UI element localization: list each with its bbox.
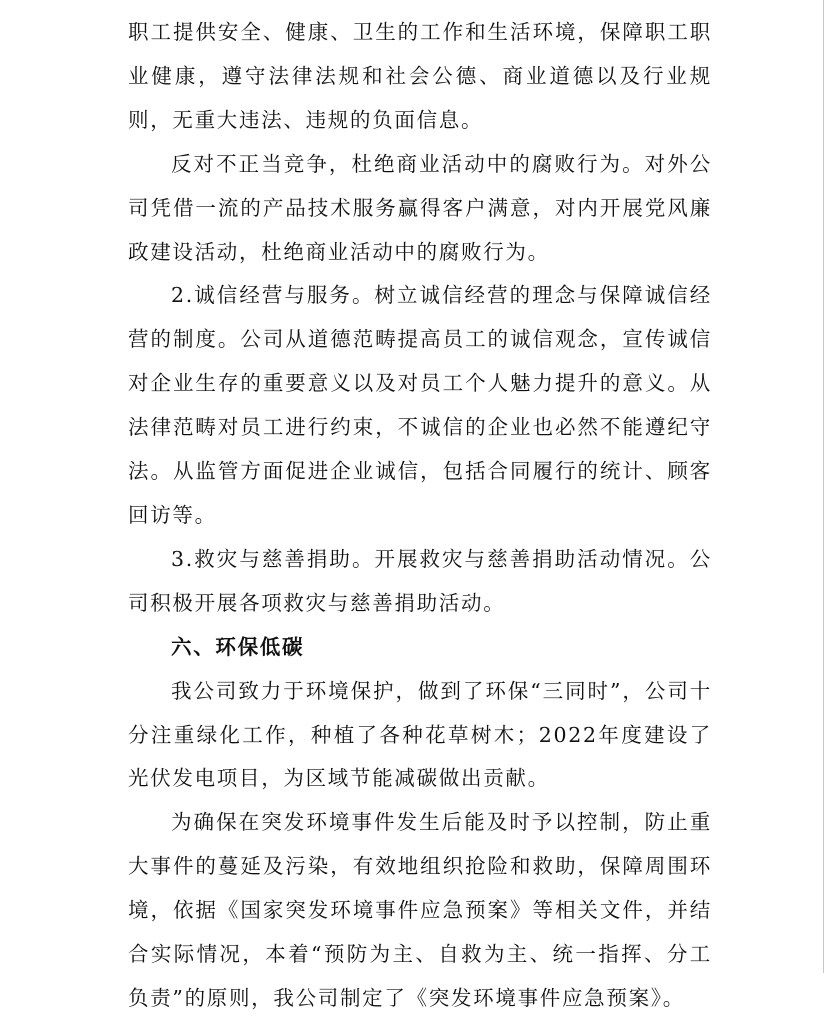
paragraph-environment: 我公司致力于环境保护，做到了环保“三同时”，公司十分注重绿化工作，种植了各种花草树木；2022年度建设了光伏发电项目，为区域节能减碳做出贡献。 xyxy=(128,678,712,791)
section-heading: 六、环保低碳 xyxy=(171,634,305,659)
paragraph-continuation: 职工提供安全、健康、卫生的工作和生活环境，保障职工职业健康，遵守法律法规和社会公德、商业道德以及行业规则，无重大违法、违规的负面信息。 xyxy=(128,20,712,132)
paragraph-charity: 3.救灾与慈善捐助。开展救灾与慈善捐助活动情况。公司积极开展各项救灾与慈善捐助活动。 xyxy=(128,546,712,615)
page-border xyxy=(823,0,824,973)
paragraph-anti-corruption: 反对不正当竞争，杜绝商业活动中的腐败行为。对外公司凭借一流的产品技术服务赢得客户满意，对内开展党风廉政建设活动，杜绝商业活动中的腐败行为。 xyxy=(128,151,712,264)
paragraph-integrity: 2.诚信经营与服务。树立诚信经营的理念与保障诚信经营的制度。公司从道德范畴提高员工的诚信观念，宣传诚信对企业生存的重要意义以及对员工个人魅力提升的意义。从法律范畴对员工进行约束，不诚信的企业也必然不能遵纪守法。从监管方面促进企业诚信，包括合同履行的统计、顾客回访等。 xyxy=(128,283,712,527)
document-body xyxy=(128,11,712,1021)
paragraph-emergency-plan: 为确保在突发环境事件发生后能及时予以控制，防止重大事件的蔓延及污染，有效地组织抢险和救助，保障周围环境，依据《国家突发环境事件应急预案》等相关文件，并结合实际情况，本着“预防为主、自救为主、统一指挥、分工负责”的原则，我公司制定了《突发环境事件应急预案》。 xyxy=(128,810,712,1010)
